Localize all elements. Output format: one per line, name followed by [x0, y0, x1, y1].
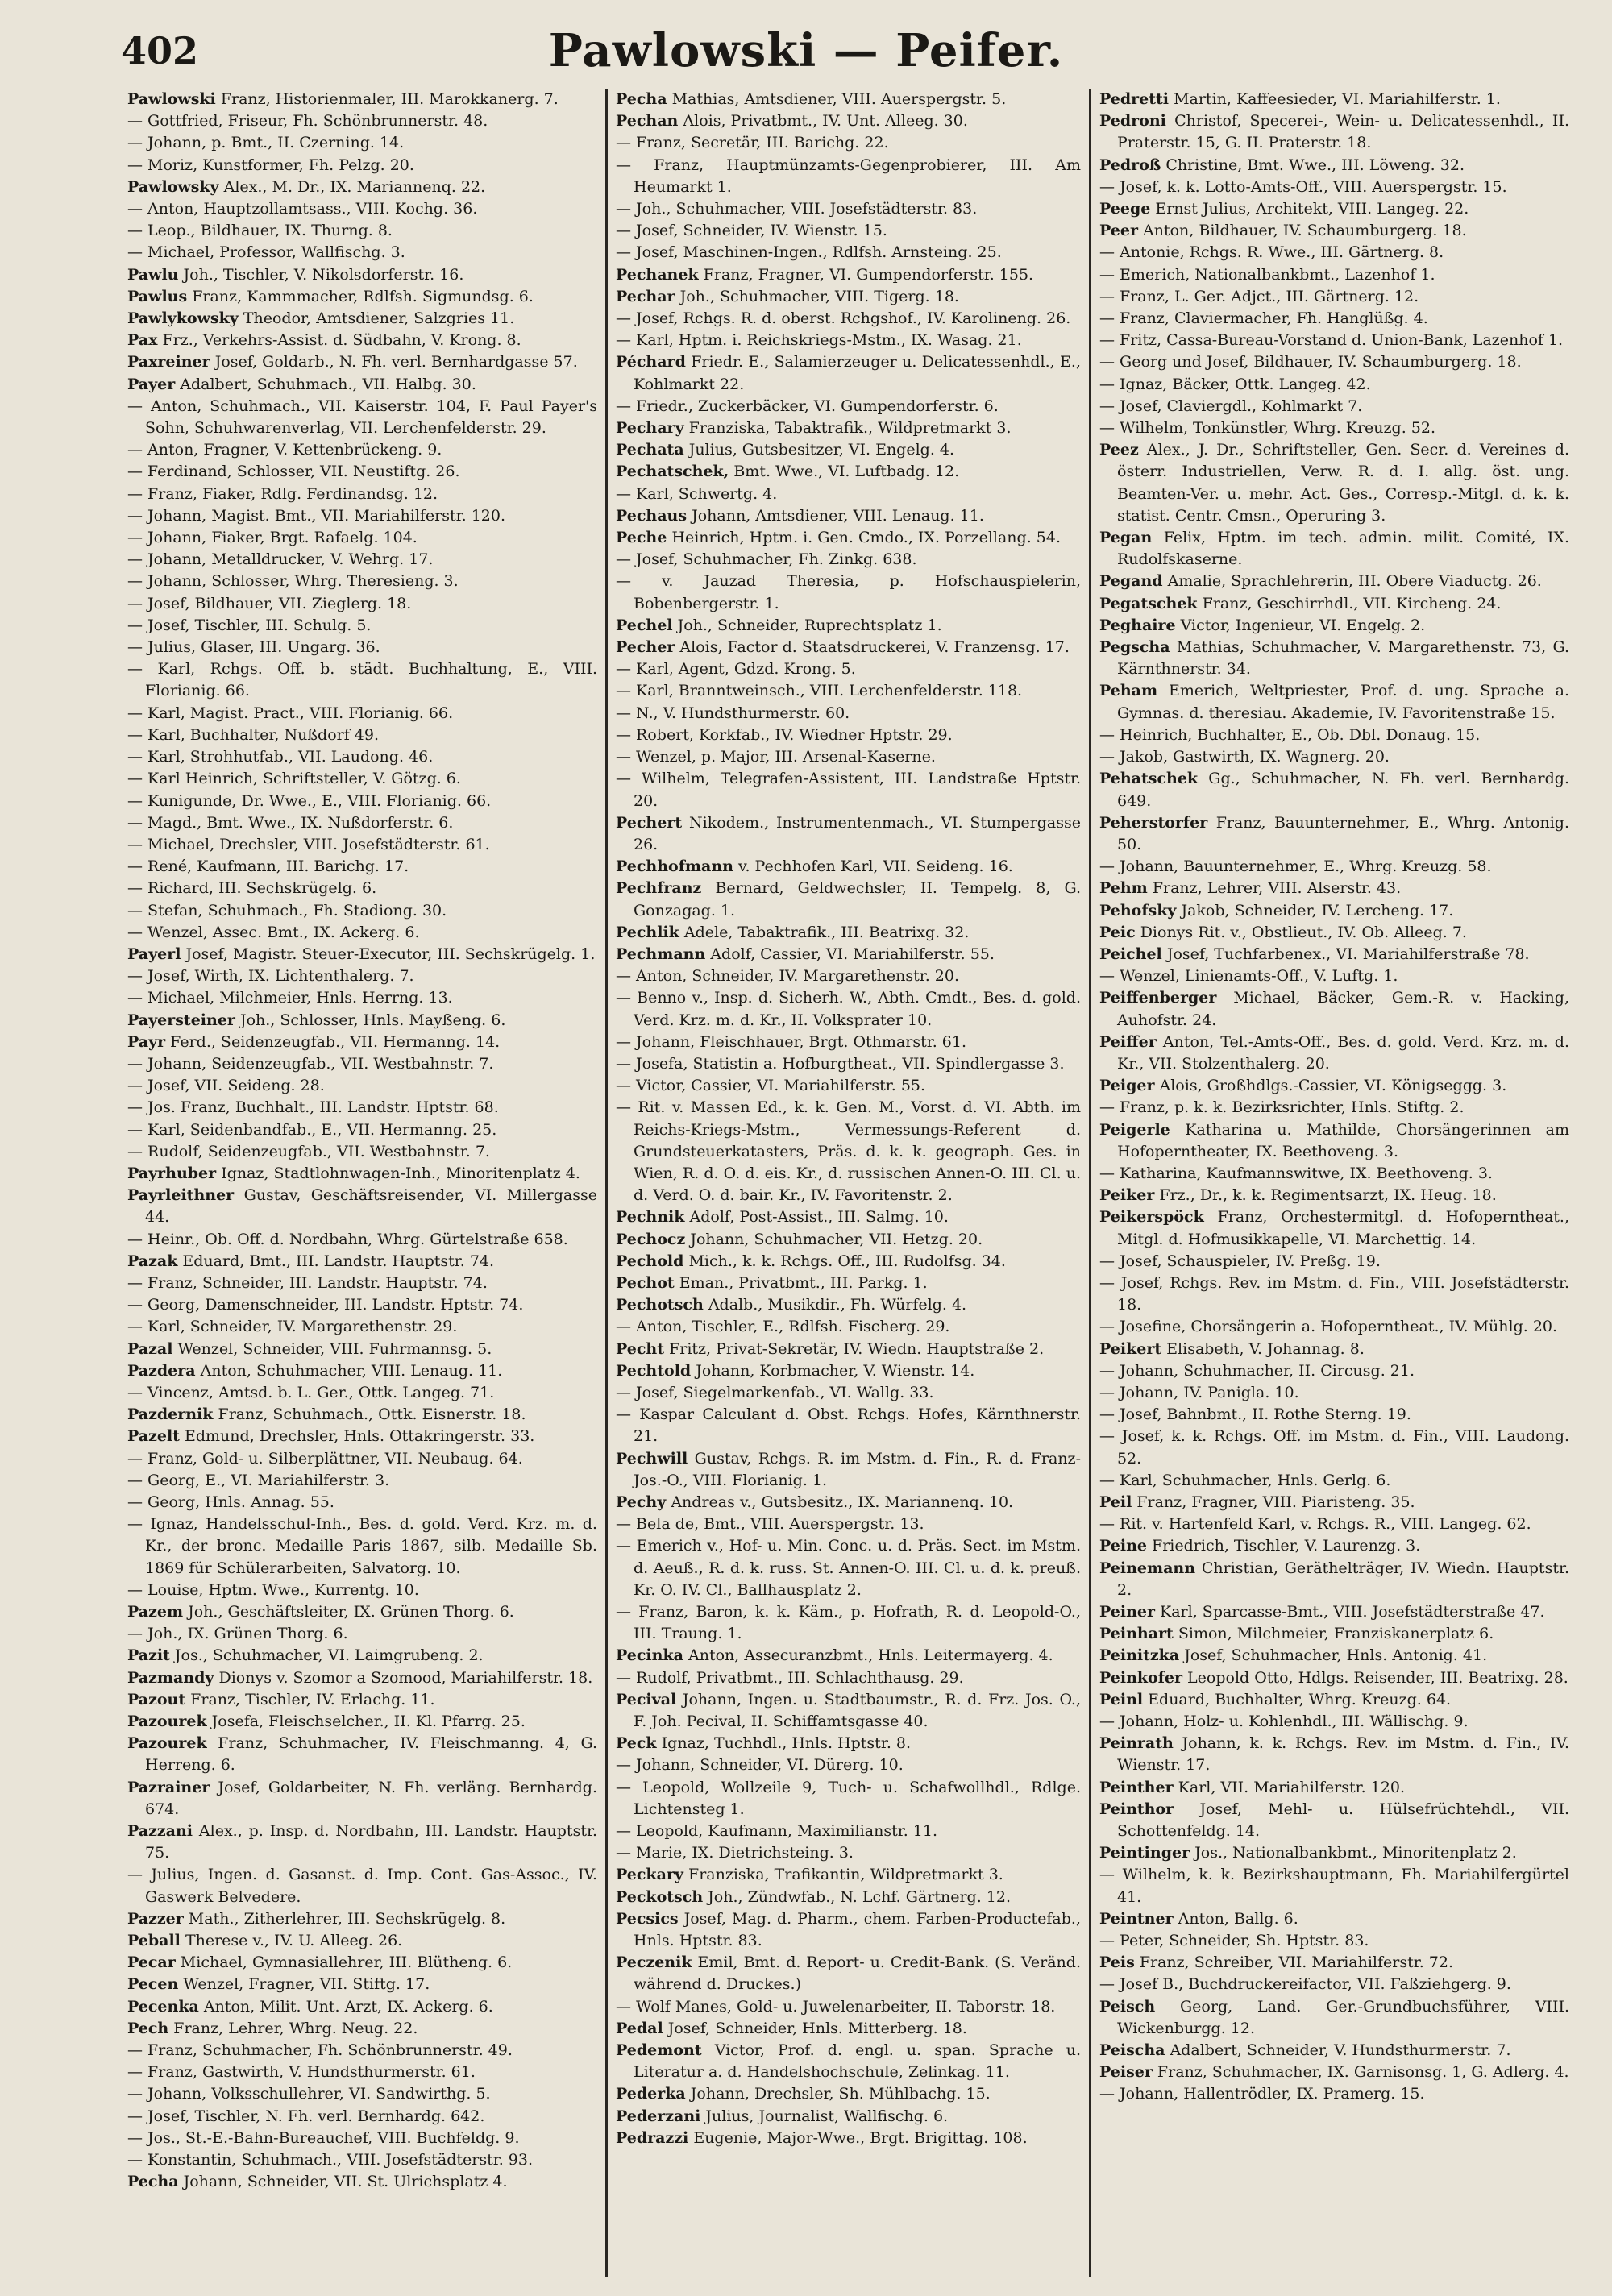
directory-entry: — Josefa, Statistin a. Hofburgtheat., VII. Spindlergasse 3. — [616, 1054, 1065, 1073]
directory-entry: Payer Adalbert, Schuhmach., VII. Halbg. 30. — [127, 375, 476, 393]
directory-entry: — Jakob, Gastwirth, IX. Wagnerg. 20. — [1099, 748, 1390, 766]
directory-entry: — Richard, III. Sechskrügelg. 6. — [127, 879, 377, 898]
directory-entry: Pecival Johann, Ingen. u. Stadtbaumstr., R. d. Frz. Jos. O., F. Joh. Pecival, II. Schiffamtsgasse 40. — [616, 1690, 1081, 1731]
directory-entry: Pazal Wenzel, Schneider, VIII. Fuhrmannsg. 5. — [127, 1339, 492, 1358]
directory-entry: — Anton, Fragner, V. Kettenbrückeng. 9. — [127, 441, 442, 459]
directory-entry: Peinemann Christian, Geräthelträger, IV. Wiedn. Hauptstr. 2. — [1099, 1559, 1569, 1599]
running-title: Pawlowski — Peifer. — [548, 24, 1064, 77]
directory-entry: Pecher Alois, Factor d. Staatsdruckerei, V. Franzensg. 17. — [616, 638, 1070, 657]
directory-entry: Pechfranz Bernard, Geldwechsler, II. Tempelg. 8, G. Gonzagag. 1. — [616, 879, 1081, 920]
page-number: 402 — [121, 29, 199, 73]
directory-entry: — Kaspar Calculant d. Obst. Rchgs. Hofes, Kärnthnerstr. 21. — [616, 1405, 1081, 1446]
directory-entry: Pawlowsky Alex., M. Dr., IX. Mariannenq. 22. — [127, 177, 486, 196]
page-header — [0, 18, 1612, 77]
directory-entry: Pehm Franz, Lehrer, VIII. Alserstr. 43. — [1099, 879, 1402, 898]
directory-entry: Peinhart Simon, Milchmeier, Franziskanerplatz 6. — [1099, 1625, 1494, 1643]
directory-entry: Peis Franz, Schreiber, VII. Mariahilferstr. 72. — [1099, 1953, 1454, 1972]
directory-entry: — Johann, Seidenzeugfab., VII. Westbahnstr. 7. — [127, 1054, 494, 1073]
directory-entry: — Emerich, Nationalbankbmt., Lazenhof 1. — [1099, 265, 1435, 284]
directory-entry: — Johann, Fleischhauer, Brgt. Othmarstr. 61. — [616, 1032, 967, 1051]
directory-entry: Pederzani Julius, Journalist, Wallfischg. 6. — [616, 2107, 949, 2125]
directory-entry: — Wilhelm, Tonkünstler, Whrg. Kreuzg. 52. — [1099, 419, 1435, 438]
directory-entry: Pazak Eduard, Bmt., III. Landstr. Hauptstr. 74. — [127, 1252, 495, 1270]
directory-entry: Pazelt Edmund, Drechsler, Hnls. Ottakringerstr. 33. — [127, 1427, 535, 1446]
directory-entry: — Peter, Schneider, Sh. Hptstr. 83. — [1099, 1932, 1369, 1950]
directory-entry: — Karl, Hptm. i. Reichskriegs-Mstm., IX. Wasag. 21. — [616, 331, 1022, 350]
directory-entry: — Johann, Schuhmacher, II. Circusg. 21. — [1099, 1361, 1415, 1380]
directory-entry: — Julius, Ingen. d. Gasanst. d. Imp. Cont. Gas-Assoc., IV. Gaswerk Belvedere. — [127, 1866, 597, 1906]
directory-entry: — Heinr., Ob. Off. d. Nordbahn, Whrg. Gürtelstraße 658. — [127, 1230, 568, 1248]
directory-entry: Peinrath Johann, k. k. Rchgs. Rev. im Mstm. d. Fin., IV. Wienstr. 17. — [1099, 1734, 1569, 1775]
directory-entry: Pazourek Josefa, Fleischselcher., II. Kl. Pfarrg. 25. — [127, 1713, 526, 1731]
directory-entry: Pazourek Franz, Schuhmacher, IV. Fleischmanng. 4, G. Herreng. 6. — [127, 1734, 597, 1775]
directory-entry: — Rit. v. Hartenfeld Karl, v. Rchgs. R., VIII. Langeg. 62. — [1099, 1515, 1531, 1534]
directory-entry: — Josefine, Chorsängerin a. Hofoperntheat., IV. Mühlg. 20. — [1099, 1318, 1558, 1336]
directory-entry: — Josef, Bahnbmt., II. Rothe Sterng. 19. — [1099, 1405, 1411, 1424]
directory-entry: — Bela de, Bmt., VIII. Auerspergstr. 13. — [616, 1515, 924, 1534]
directory-entry: — Moriz, Kunstformer, Fh. Pelzg. 20. — [127, 156, 414, 174]
directory-entry: — Julius, Glaser, III. Ungarg. 36. — [127, 638, 380, 657]
directory-entry: — Ferdinand, Schlosser, VII. Neustiftg. 26. — [127, 463, 460, 481]
directory-entry: Pawlykowsky Theodor, Amtsdiener, Salzgries 11. — [127, 309, 515, 328]
directory-entry: — Rudolf, Seidenzeugfab., VII. Westbahnstr. 7. — [127, 1142, 490, 1160]
directory-entry: — Josef, Schneider, IV. Wienstr. 15. — [616, 222, 887, 240]
directory-entry: — Karl, Branntweinsch., VIII. Lerchenfelderstr. 118. — [616, 682, 1023, 700]
directory-entry: — René, Kaufmann, III. Barichg. 17. — [127, 857, 409, 876]
directory-entry: — Franz, Gold- u. Silberplättner, VII. Neubaug. 64. — [127, 1449, 523, 1468]
directory-entry: — Johann, Schlosser, Whrg. Theresieng. 3. — [127, 572, 459, 591]
directory-entry: — Benno v., Insp. d. Sicherh. W., Abth. Cmdt., Bes. d. gold. Verd. Krz. m. d. Kr., II. Volksprater 10. — [616, 989, 1081, 1029]
directory-entry: Pechmann Adolf, Cassier, VI. Mariahilferstr. 55. — [616, 945, 995, 963]
directory-entry: — Johann, Holz- u. Kohlenhdl., III. Wällischg. 9. — [1099, 1713, 1469, 1731]
directory-entry: Peck Ignaz, Tuchhdl., Hnls. Hptstr. 8. — [616, 1734, 912, 1753]
directory-entry: Pechatschek, Bmt. Wwe., VI. Luftbadg. 12. — [616, 463, 960, 481]
directory-entry: Peckotsch Joh., Zündwfab., N. Lchf. Gärtnerg. 12. — [616, 1887, 1011, 1906]
directory-entry: Pegand Amalie, Sprachlehrerin, III. Obere Viaductg. 26. — [1099, 572, 1542, 591]
directory-entry: — Karl Heinrich, Schriftsteller, V. Götzg. 6. — [127, 770, 461, 788]
directory-entry: — Franz, Fiaker, Rdlg. Ferdinandsg. 12. — [127, 484, 438, 503]
directory-entry: — Johann, Bauunternehmer, E., Whrg. Kreuzg. 58. — [1099, 857, 1492, 876]
directory-entry: — Stefan, Schuhmach., Fh. Stadiong. 30. — [127, 901, 447, 920]
directory-entry: Peiffenberger Michael, Bäcker, Gem.-R. v. Hacking, Auhofstr. 24. — [1099, 989, 1569, 1029]
directory-entry: — Franz, Baron, k. k. Käm., p. Hofrath, R. d. Leopold-O., III. Traung. 1. — [616, 1603, 1081, 1643]
directory-entry: — Joh., Schuhmacher, VIII. Josefstädterstr. 83. — [616, 200, 978, 218]
directory-entry: — Karl, Magist. Pract., VIII. Florianig. 66. — [127, 704, 454, 722]
directory-entry: Pazzani Alex., p. Insp. d. Nordbahn, III. Landstr. Hauptstr. 75. — [127, 1822, 597, 1862]
directory-entry: Pechlik Adele, Tabaktrafik., III. Beatrixg. 32. — [616, 923, 970, 941]
directory-entry: Pechot Eman., Privatbmt., III. Parkg. 1. — [616, 1273, 928, 1292]
directory-entry: Pedemont Victor, Prof. d. engl. u. span. Sprache u. Literatur a. d. Handelshochschule, Zelinkag. 11. — [616, 2041, 1081, 2082]
directory-entry: — Franz, L. Ger. Adjct., III. Gärtnerg. 12. — [1099, 287, 1419, 305]
directory-entry: Pedroni Christof, Specerei-, Wein- u. Delicatessenhdl., II. Praterstr. 15, G. II. Praterstr. 18. — [1099, 112, 1569, 152]
directory-entry: — Antonie, Rchgs. R. Wwe., III. Gärtnerg. 8. — [1099, 243, 1444, 262]
directory-entry: Peball Therese v., IV. U. Alleeg. 26. — [127, 1932, 403, 1950]
directory-entry: Peine Friedrich, Tischler, V. Laurenzg. 3. — [1099, 1537, 1421, 1555]
directory-entry: — Johann, Hallentrödler, IX. Pramerg. 15. — [1099, 2085, 1425, 2103]
directory-entry: — Josef, k. k. Rchgs. Off. im Mstm. d. Fin., VIII. Laudong. 52. — [1099, 1427, 1569, 1468]
directory-entry: Peczenik Emil, Bmt. d. Report- u. Credit-Bank. (S. Veränd. während d. Druckes.) — [616, 1953, 1081, 1994]
directory-entry: Pechan Alois, Privatbmt., IV. Unt. Alleeg. 30. — [616, 112, 968, 131]
directory-entry: — Johann, Volksschullehrer, VI. Sandwirthg. 5. — [127, 2085, 491, 2103]
directory-entry: Payrleithner Gustav, Geschäftsreisender, VI. Millergasse 44. — [127, 1186, 597, 1227]
directory-entry: — Josef, Bildhauer, VII. Zieglerg. 18. — [127, 594, 412, 612]
directory-entry: Pedrazzi Eugenie, Major-Wwe., Brgt. Brigittag. 108. — [616, 2128, 1028, 2147]
directory-columns — [119, 89, 1578, 2277]
directory-entry: — v. Jauzad Theresia, p. Hofschauspielerin, Bobenbergerstr. 1. — [616, 572, 1081, 612]
directory-entry: — Josef, Maschinen-Ingen., Rdlfsh. Arnsteing. 25. — [616, 243, 1002, 262]
directory-entry: Pehofsky Jakob, Schneider, IV. Lercheng. 17. — [1099, 901, 1454, 920]
directory-entry: — Johann, Fiaker, Brgt. Rafaelg. 104. — [127, 529, 418, 547]
directory-entry: — Fritz, Cassa-Bureau-Vorstand d. Union-Bank, Lazenhof 1. — [1099, 331, 1564, 350]
directory-entry: Peiker Frz., Dr., k. k. Regimentsarzt, IX. Heug. 18. — [1099, 1186, 1497, 1205]
directory-entry: Peigerle Katharina u. Mathilde, Chorsängerinnen am Hofoperntheater, IX. Beethoveng. 3. — [1099, 1120, 1569, 1160]
directory-entry: Pechnik Adolf, Post-Assist., III. Salmg. 10. — [616, 1208, 949, 1227]
directory-entry: — Franz, p. k. k. Bezirksrichter, Hnls. Stiftg. 2. — [1099, 1098, 1465, 1117]
directory-entry: Pazrainer Josef, Goldarbeiter, N. Fh. verläng. Bernhardg. 674. — [127, 1778, 597, 1818]
directory-entry: — Robert, Korkfab., IV. Wiedner Hptstr. 29. — [616, 725, 953, 744]
directory-entry: — Wolf Manes, Gold- u. Juwelenarbeiter, II. Taborstr. 18. — [616, 1997, 1056, 2016]
directory-entry: Pecha Mathias, Amtsdiener, VIII. Auerspergstr. 5. — [616, 90, 1007, 108]
directory-entry: — Karl, Rchgs. Off. b. städt. Buchhaltung, E., VIII. Florianig. 66. — [127, 660, 597, 700]
directory-entry: — Wenzel, Assec. Bmt., IX. Ackerg. 6. — [127, 923, 420, 941]
column-left — [119, 89, 605, 2277]
directory-entry: — Magd., Bmt. Wwe., IX. Nußdorferstr. 6. — [127, 813, 454, 832]
directory-entry: — Victor, Cassier, VI. Mariahilferstr. 55. — [616, 1077, 926, 1095]
directory-entry: Péchard Friedr. E., Salamierzeuger u. Delicatessenhdl., E., Kohlmarkt 22. — [616, 353, 1081, 393]
directory-entry: — Joh., IX. Grünen Thorg. 6. — [127, 1625, 348, 1643]
directory-entry: Pegscha Mathias, Schuhmacher, V. Margarethenstr. 73, G. Kärnthnerstr. 34. — [1099, 638, 1569, 679]
directory-entry: — Kunigunde, Dr. Wwe., E., VIII. Florianig. 66. — [127, 791, 492, 810]
directory-entry: Peisch Georg, Land. Ger.-Grundbuchsführer, VIII. Wickenburgg. 12. — [1099, 1997, 1569, 2037]
directory-entry: Pawlu Joh., Tischler, V. Nikolsdorferstr. 16. — [127, 265, 464, 284]
directory-entry: — Franz, Schuhmacher, Fh. Schönbrunnerstr. 49. — [127, 2041, 513, 2060]
directory-entry: — Anton, Tischler, E., Rdlfsh. Fischerg. 29. — [616, 1318, 950, 1336]
directory-entry: Pechotsch Adalb., Musikdir., Fh. Würfelg. 4. — [616, 1296, 967, 1314]
directory-entry: — Josef, Schuhmacher, Fh. Zinkg. 638. — [616, 550, 917, 569]
directory-entry: Peiger Alois, Großhdlgs.-Cassier, VI. Königseggg. 3. — [1099, 1077, 1507, 1095]
directory-entry: Pedroß Christine, Bmt. Wwe., III. Löweng. 32. — [1099, 156, 1465, 174]
directory-entry: — Wenzel, p. Major, III. Arsenal-Kaserne. — [616, 748, 936, 766]
directory-entry: — Josef, VII. Seideng. 28. — [127, 1077, 325, 1095]
directory-entry: — Friedr., Zuckerbäcker, VI. Gumpendorferstr. 6. — [616, 397, 999, 415]
column-middle — [605, 89, 1091, 2277]
directory-entry: Peil Franz, Fragner, VIII. Piaristeng. 35. — [1099, 1493, 1415, 1511]
directory-entry: Peichel Josef, Tuchfarbenex., VI. Mariahilferstraße 78. — [1099, 945, 1530, 963]
directory-entry: Pegan Felix, Hptm. im tech. admin. milit. Comité, IX. Rudolfskaserne. — [1099, 529, 1569, 569]
directory-entry: — Johann, Magist. Bmt., VII. Mariahilferstr. 120. — [127, 506, 506, 525]
directory-entry: Pedal Josef, Schneider, Hnls. Mitterberg. 18. — [616, 2019, 967, 2037]
directory-entry: Pecenka Anton, Milit. Unt. Arzt, IX. Ackerg. 6. — [127, 1997, 493, 2016]
directory-entry: — N., V. Hundsthurmerstr. 60. — [616, 704, 850, 722]
directory-entry: — Rit. v. Massen Ed., k. k. Gen. M., Vorst. d. VI. Abth. im Reichs-Kriegs-Mstm., Vermessungs-Referent d. Grundsteuerkatasters, Präs. d. k. k. geograph. Ges. in Wien, R. d. O. d. eis. Kr., d. russischen Annen-O. III. Cl. u. d. Verd. O. d. bair. Kr., IV. Favoritenstr. 2. — [616, 1098, 1081, 1205]
directory-entry: Peham Emerich, Weltpriester, Prof. d. ung. Sprache a. Gymnas. d. theresiau. Akademie, IV. Favoritenstraße 15. — [1099, 682, 1569, 722]
directory-entry: — Leop., Bildhauer, IX. Thurng. 8. — [127, 222, 393, 240]
directory-entry: — Katharina, Kaufmannswitwe, IX. Beethoveng. 3. — [1099, 1164, 1493, 1182]
directory-entry: — Franz, Schneider, III. Landstr. Hauptstr. 74. — [127, 1273, 488, 1292]
directory-entry: Pechaus Johann, Amtsdiener, VIII. Lenaug. 11. — [616, 506, 984, 525]
directory-entry: Payerl Josef, Magistr. Steuer-Executor, III. Sechskrügelg. 1. — [127, 945, 596, 963]
directory-entry: — Karl, Schneider, IV. Margarethenstr. 29. — [127, 1318, 458, 1336]
directory-entry: Pechar Joh., Schuhmacher, VIII. Tigerg. 18. — [616, 287, 959, 305]
directory-entry: Peege Ernst Julius, Architekt, VIII. Langeg. 22. — [1099, 200, 1469, 218]
directory-entry: Peinitzka Josef, Schuhmacher, Hnls. Antonig. 41. — [1099, 1646, 1488, 1665]
directory-entry: Peiser Franz, Schuhmacher, IX. Garnisonsg. 1, G. Adlerg. 4. — [1099, 2063, 1569, 2082]
directory-entry: — Anton, Schuhmach., VII. Kaiserstr. 104, F. Paul Payer's Sohn, Schuhwarenverlag, VII. Lerchenfelderstr. 29. — [127, 397, 597, 438]
directory-entry: Pedretti Martin, Kaffeesieder, VI. Mariahilferstr. 1. — [1099, 90, 1501, 108]
directory-entry: — Michael, Drechsler, VIII. Josefstädterstr. 61. — [127, 835, 490, 853]
directory-entry: — Jos. Franz, Buchhalt., III. Landstr. Hptstr. 68. — [127, 1098, 499, 1117]
directory-entry: — Josef, Siegelmarkenfab., VI. Wallg. 33. — [616, 1383, 934, 1401]
directory-entry: Pazdernik Franz, Schuhmach., Ottk. Eisnerstr. 18. — [127, 1405, 526, 1424]
directory-entry: Pehatschek Gg., Schuhmacher, N. Fh. verl. Bernhardg. 649. — [1099, 770, 1569, 810]
directory-entry: — Marie, IX. Dietrichsteing. 3. — [616, 1844, 854, 1862]
directory-entry: Payersteiner Joh., Schlosser, Hnls. Mayßeng. 6. — [127, 1011, 506, 1029]
directory-entry: — Wilhelm, Telegrafen-Assistent, III. Landstraße Hptstr. 20. — [616, 770, 1081, 810]
directory-entry: — Franz, Hauptmünzamts-Gegenprobierer, III. Am Heumarkt 1. — [616, 156, 1081, 196]
directory-entry: — Johann, p. Bmt., II. Czerning. 14. — [127, 134, 405, 152]
directory-entry: — Michael, Milchmeier, Hnls. Herrng. 13. — [127, 989, 453, 1007]
directory-entry: Peinthor Josef, Mehl- u. Hülsefrüchtehdl., VII. Schottenfeldg. 14. — [1099, 1800, 1569, 1841]
directory-entry: Pecha Johann, Schneider, VII. St. Ulrichsplatz 4. — [127, 2173, 508, 2191]
directory-entry: Pazout Franz, Tischler, IV. Erlachg. 11. — [127, 1690, 435, 1709]
directory-entry: Pechold Mich., k. k. Rchgs. Off., III. Rudolfsg. 34. — [616, 1252, 1006, 1270]
directory-entry: — Georg, Damenschneider, III. Landstr. Hptstr. 74. — [127, 1296, 524, 1314]
directory-entry: Pechert Nikodem., Instrumentenmach., VI. Stumpergasse 26. — [616, 813, 1081, 853]
directory-entry: Peinther Karl, VII. Mariahilferstr. 120. — [1099, 1778, 1405, 1796]
directory-entry: Payr Ferd., Seidenzeugfab., VII. Hermanng. 14. — [127, 1032, 501, 1051]
directory-entry: Pax Frz., Verkehrs-Assist. d. Südbahn, V. Krong. 8. — [127, 331, 521, 350]
directory-entry: — Michael, Professor, Wallfischg. 3. — [127, 243, 405, 262]
directory-entry: — Anton, Hauptzollamtsass., VIII. Kochg. 36. — [127, 200, 478, 218]
directory-entry: — Josef, Claviergdl., Kohlmarkt 7. — [1099, 397, 1363, 415]
column-right — [1091, 89, 1577, 2277]
directory-entry: Peghaire Victor, Ingenieur, VI. Engelg. 2. — [1099, 616, 1426, 634]
directory-entry: — Georg und Josef, Bildhauer, IV. Schaumburgerg. 18. — [1099, 353, 1522, 372]
directory-entry: Pegatschek Franz, Geschirrhdl., VII. Kircheng. 24. — [1099, 594, 1502, 612]
directory-entry: — Franz, Gastwirth, V. Hundsthurmerstr. 61. — [127, 2063, 476, 2082]
directory-entry: Peischa Adalbert, Schneider, V. Hundsthurmerstr. 7. — [1099, 2041, 1511, 2060]
directory-entry: — Anton, Schneider, IV. Margarethenstr. 20. — [616, 967, 960, 986]
directory-entry: — Ignaz, Handelsschul-Inh., Bes. d. gold. Verd. Krz. m. d. Kr., der bronc. Medaille Paris 1867, silb. Medaille Sb. 1869 für Schülerarbeiten, Salvatorg. 10. — [127, 1515, 597, 1577]
directory-entry: — Rudolf, Privatbmt., III. Schlachthausg. 29. — [616, 1668, 964, 1687]
directory-entry: Peinkofer Leopold Otto, Hdlgs. Reisender, III. Beatrixg. 28. — [1099, 1668, 1568, 1687]
directory-entry: Peintner Anton, Ballg. 6. — [1099, 1909, 1298, 1928]
directory-entry: — Wilhelm, k. k. Bezirkshauptmann, Fh. Mariahilfergürtel 41. — [1099, 1866, 1569, 1906]
directory-entry: — Georg, E., VI. Mariahilferstr. 3. — [127, 1471, 390, 1489]
directory-entry: Peckary Franziska, Trafikantin, Wildpretmarkt 3. — [616, 1866, 1003, 1884]
directory-entry: Pechata Julius, Gutsbesitzer, VI. Engelg. 4. — [616, 441, 955, 459]
directory-entry: Pechocz Johann, Schuhmacher, VII. Hetzg. 20. — [616, 1230, 983, 1248]
directory-entry: Peikerspöck Franz, Orchestermitgl. d. Hofoperntheat., Mitgl. d. Hofmusikkapelle, VI. Marchettig. 14. — [1099, 1208, 1569, 1248]
directory-entry: — Josef B., Buchdruckereifactor, VII. Faßziehgerg. 9. — [1099, 1975, 1511, 1994]
directory-entry: Pederka Johann, Drechsler, Sh. Mühlbachg. 15. — [616, 2085, 991, 2103]
directory-entry: Pechwill Gustav, Rchgs. R. im Mstm. d. Fin., R. d. Franz-Jos.-O., VIII. Florianig. 1. — [616, 1449, 1081, 1489]
directory-entry: Peez Alex., J. Dr., Schriftsteller, Gen. Secr. d. Vereines d. österr. Industriellen, Verw. R. d. I. allg. öst. ung. Beamten-Ver. u. mehr. Act. Ges., Corresp.-Mitgl. d. k. k. statist. Centr. Cmsn., Operuring 3. — [1099, 441, 1569, 525]
directory-entry: Pazit Jos., Schuhmacher, VI. Laimgrubeng. 2. — [127, 1646, 484, 1665]
directory-entry: — Jos., St.-E.-Bahn-Bureauchef, VIII. Buchfeldg. 9. — [127, 2128, 520, 2147]
directory-entry: — Karl, Buchhalter, Nußdorf 49. — [127, 725, 379, 744]
directory-entry: — Heinrich, Buchhalter, E., Ob. Dbl. Donaug. 15. — [1099, 725, 1481, 744]
directory-entry: Pecsics Josef, Mag. d. Pharm., chem. Farben-Productefab., Hnls. Hptstr. 83. — [616, 1909, 1081, 1950]
directory-entry: Peikert Elisabeth, V. Johannag. 8. — [1099, 1339, 1365, 1358]
directory-entry: — Josef, k. k. Lotto-Amts-Off., VIII. Auerspergstr. 15. — [1099, 177, 1507, 196]
directory-entry: — Josef, Tischler, N. Fh. verl. Bernhardg. 642. — [127, 2107, 485, 2125]
directory-entry: Pechhofmann v. Pechhofen Karl, VII. Seideng. 16. — [616, 857, 1013, 876]
directory-entry: Pazmandy Dionys v. Szomor a Szomood, Mariahilferstr. 18. — [127, 1668, 593, 1687]
directory-entry: — Franz, Claviermacher, Fh. Hanglüßg. 4. — [1099, 309, 1428, 328]
directory-entry: Pechary Franziska, Tabaktrafik., Wildpretmarkt 3. — [616, 419, 1012, 438]
directory-entry: Payrhuber Ignaz, Stadtlohnwagen-Inh., Minoritenplatz 4. — [127, 1164, 580, 1182]
directory-entry: Peer Anton, Bildhauer, IV. Schaumburgerg. 18. — [1099, 222, 1467, 240]
directory-entry: Peche Heinrich, Hptm. i. Gen. Cmdo., IX. Porzellang. 54. — [616, 529, 1061, 547]
directory-entry: Peherstorfer Franz, Bauunternehmer, E., Whrg. Antonig. 50. — [1099, 813, 1569, 853]
directory-entry: — Josef, Rchgs. R. d. oberst. Rchgshof., IV. Karolineng. 26. — [616, 309, 1071, 328]
directory-entry: — Johann, Metalldrucker, V. Wehrg. 17. — [127, 550, 434, 569]
directory-entry: — Karl, Schuhmacher, Hnls. Gerlg. 6. — [1099, 1471, 1391, 1489]
directory-entry: — Emerich v., Hof- u. Min. Conc. u. d. Präs. Sect. im Mstm. d. Aeuß., R. d. k. russ. St. Annen-O. III. Cl. u. d. k. preuß. Kr. O. IV. Cl., Ballhausplatz 2. — [616, 1537, 1081, 1599]
directory-entry: — Louise, Hptm. Wwe., Kurrentg. 10. — [127, 1580, 419, 1599]
directory-entry: — Karl, Agent, Gdzd. Krong. 5. — [616, 660, 856, 679]
directory-entry: — Gottfried, Friseur, Fh. Schönbrunnerstr. 48. — [127, 112, 488, 131]
directory-entry: Pechy Andreas v., Gutsbesitz., IX. Mariannenq. 10. — [616, 1493, 1014, 1511]
directory-entry: — Vincenz, Amtsd. b. L. Ger., Ottk. Langeg. 71. — [127, 1383, 495, 1401]
directory-entry: Pecar Michael, Gymnasiallehrer, III. Blütheng. 6. — [127, 1953, 513, 1972]
directory-entry: Pech Franz, Lehrer, Whrg. Neug. 22. — [127, 2019, 418, 2037]
directory-entry: Pawlus Franz, Kammmacher, Rdlfsh. Sigmundsg. 6. — [127, 287, 534, 305]
directory-entry: — Konstantin, Schuhmach., VIII. Josefstädterstr. 93. — [127, 2151, 533, 2169]
directory-entry: — Leopold, Kaufmann, Maximilianstr. 11. — [616, 1822, 938, 1841]
directory-entry: — Josef, Wirth, IX. Lichtenthalerg. 7. — [127, 967, 414, 986]
directory-entry: — Franz, Secretär, III. Barichg. 22. — [616, 134, 889, 152]
directory-entry: — Josef, Schauspieler, IV. Preßg. 19. — [1099, 1252, 1381, 1270]
directory-entry: Paxreiner Josef, Goldarb., N. Fh. verl. Bernhardgasse 57. — [127, 353, 578, 372]
directory-entry: Pechtold Johann, Korbmacher, V. Wienstr. 14. — [616, 1361, 975, 1380]
directory-entry: Peiffer Anton, Tel.-Amts-Off., Bes. d. gold. Verd. Krz. m. d. Kr., VII. Stolzenthalerg. 20. — [1099, 1032, 1569, 1073]
directory-entry: — Karl, Schwertg. 4. — [616, 484, 778, 503]
directory-entry: — Georg, Hnls. Annag. 55. — [127, 1493, 334, 1511]
directory-entry: Pechanek Franz, Fragner, VI. Gumpendorferstr. 155. — [616, 265, 1034, 284]
directory-entry: — Ignaz, Bäcker, Ottk. Langeg. 42. — [1099, 375, 1371, 393]
directory-entry: — Johann, IV. Panigla. 10. — [1099, 1383, 1299, 1401]
directory-entry: Pechel Joh., Schneider, Ruprechtsplatz 1. — [616, 616, 942, 634]
directory-entry: Peinl Eduard, Buchhalter, Whrg. Kreuzg. 64. — [1099, 1690, 1452, 1709]
directory-entry: Pecinka Anton, Assecuranzbmt., Hnls. Leitermayerg. 4. — [616, 1646, 1053, 1665]
directory-entry: Peintinger Jos., Nationalbankbmt., Minoritenplatz 2. — [1099, 1844, 1517, 1862]
directory-entry: Peic Dionys Rit. v., Obstlieut., IV. Ob. Alleeg. 7. — [1099, 923, 1467, 941]
directory-entry: Pecht Fritz, Privat-Sekretär, IV. Wiedn. Hauptstraße 2. — [616, 1339, 1045, 1358]
directory-entry: — Josef, Tischler, III. Schulg. 5. — [127, 616, 372, 634]
directory-entry: — Josef, Rchgs. Rev. im Mstm. d. Fin., VIII. Josefstädterstr. 18. — [1099, 1273, 1569, 1314]
directory-entry: Pazdera Anton, Schuhmacher, VIII. Lenaug. 11. — [127, 1361, 503, 1380]
directory-entry: — Wenzel, Linienamts-Off., V. Luftg. 1. — [1099, 967, 1398, 986]
directory-entry: Pazem Joh., Geschäftsleiter, IX. Grünen Thorg. 6. — [127, 1603, 514, 1621]
directory-entry: — Leopold, Wollzeile 9, Tuch- u. Schafwollhdl., Rdlge. Lichtensteg 1. — [616, 1778, 1081, 1818]
directory-entry: — Johann, Schneider, VI. Dürerg. 10. — [616, 1756, 904, 1775]
directory-entry: — Karl, Seidenbandfab., E., VII. Hermanng. 25. — [127, 1120, 497, 1139]
directory-entry: Pecen Wenzel, Fragner, VII. Stiftg. 17. — [127, 1975, 430, 1994]
directory-entry: — Karl, Strohhutfab., VII. Laudong. 46. — [127, 748, 434, 766]
directory-entry: Pawlowski Franz, Historienmaler, III. Marokkanerg. 7. — [127, 90, 559, 108]
directory-entry: Pazzer Math., Zitherlehrer, III. Sechskrügelg. 8. — [127, 1909, 506, 1928]
directory-entry: Peiner Karl, Sparcasse-Bmt., VIII. Josefstädterstraße 47. — [1099, 1603, 1545, 1621]
